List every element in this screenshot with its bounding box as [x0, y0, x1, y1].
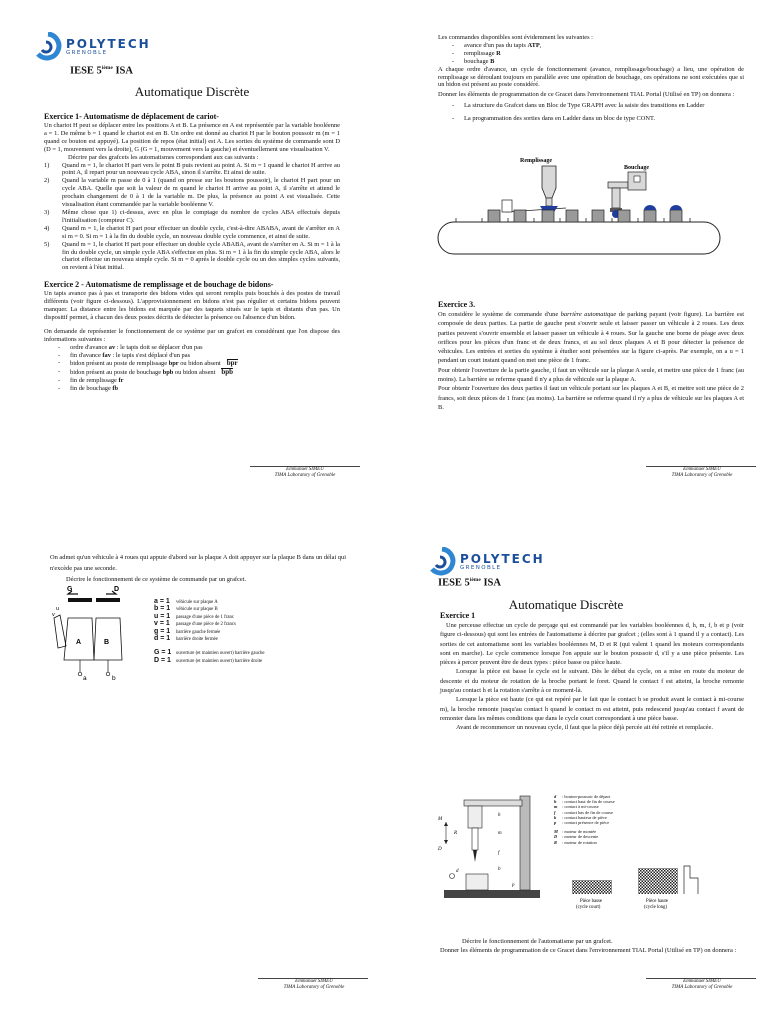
drill-column: [520, 796, 530, 890]
exercise-2-intro: Un tapis avance pas à pas et transporte des bidons vides qui seront remplis puis bouchés à des postes de travail différents (voir figure ci-dessous). L'approvisionnement en bidons n'est pas régulier et certains bidons peuvent manquer. La distance entre les bidons est marquée par des taquets situés sur le tapis et distants d'un pas. Un dispositif permet, à chacun des deux postes décrits de détecter la présence ou l'absence d'un bidon.: [44, 290, 340, 321]
low-piece-label: Pièce basse: [580, 899, 602, 904]
page-2: [384, 0, 768, 512]
header-school: IESE 5ième ISA: [438, 577, 501, 589]
svg-text:b: b: [498, 867, 501, 872]
conveyor-belt: [438, 218, 720, 254]
list-text: Quand la variable m passe de 0 à 1 (quand on presse sur les boutons poussoir), le chariot H part pour un cycle ABA. Quelle que soit la valeur de m quand le chariot H arrive au point A, il s'arrête et attend le prochain changement de 0 à 1 de la variable m. De plus, la présence au point A est visualisée. Cette visualisation étant commandée par la variable booléenne V.: [62, 177, 340, 209]
legend-value: passage d'une pièce de 1 franc: [176, 614, 234, 620]
legend-key: D = 1: [154, 656, 171, 664]
legend-row: [154, 620, 354, 627]
legend-value: barrière droite fermée: [176, 636, 218, 642]
barrier-d-label: D: [114, 586, 120, 593]
list-item: - bouchage B: [438, 58, 744, 66]
list-item: - fin de bouchage fb: [44, 385, 340, 393]
svg-text:u: u: [56, 606, 60, 612]
barrier-figure: [50, 582, 160, 682]
svg-text:h: h: [498, 813, 501, 818]
page-title: Automatique Discrète: [134, 84, 250, 99]
list-item: [44, 241, 340, 273]
legend-row: f : contact bas de fin de course: [554, 809, 613, 815]
exercise-3-title: Exercice 3.: [438, 300, 476, 309]
page-footer: Emmanuel SIMEU TIMA Laboratory of Grenoble: [274, 467, 336, 478]
page-footer: Emmanuel SIMEU TIMA Laboratory of Grenoble: [671, 467, 733, 478]
exercise-3: [438, 300, 744, 412]
page-4: [384, 512, 768, 1024]
list-number: 1): [44, 161, 50, 169]
legend-row: b : contact hauteur de pièce: [554, 814, 607, 820]
list-item: - fin de remplissage fr: [44, 377, 340, 385]
polytech-logo-icon: [428, 547, 456, 577]
svg-text:b: b: [112, 675, 116, 682]
page-2-body: [438, 34, 744, 128]
list-item: - bidon présent au poste de remplissage bpr ou bidon absent bpr: [44, 359, 340, 368]
exercise-3-p3: Pour obtenir l'ouverture des deux parties il faut un véhicule portant sur les plaques A et B, et mettre soit une pièce de 2 francs, soit deux pièces de 1 franc (au moins). La barrière se referme quand il n'y a plus de véhicule sur les plaques A et B.: [438, 385, 744, 411]
polytech-logo-icon: [34, 32, 62, 62]
legend-row: D : moteur de descente: [554, 834, 599, 840]
list-text: Quand m = 1, le chariot H part pour effectuer un double cycle, c'est-à-dire ABABA, avant de s'arrêter en A si m = 0. Si m = 1 à la fin du double cycle, un nouveau double cycle commence, et ainsi de suite.: [62, 224, 340, 240]
svg-text:v: v: [52, 612, 55, 618]
page-3: [0, 512, 384, 1024]
logo-sub-text: GRENOBLE: [66, 49, 108, 56]
low-piece-sub: (cycle court): [576, 905, 601, 910]
list-item: [44, 177, 340, 209]
start-button-icon: [450, 874, 455, 879]
svg-text:D: D: [438, 847, 442, 852]
high-piece-label: Pièce haute: [646, 899, 668, 904]
exercise-1-title: Exercice 1: [440, 611, 476, 620]
high-piece-icon: [638, 868, 678, 894]
exercise-3-p1: On considère le système de commande d'une barrière automatique de parking payant (voir figure). La barrière est composée de deux parties. La partie de gauche peut s'ouvrir seule et laisser passer un véhicule à 2 roues. Les deux parties peuvent s'ouvrir ensemble et laisser passer un véhicule à 4 roues. Sur la gauche une borne de péage avec deux orifices pour les pièces d'un franc et de deux francs, et au sol deux plaques A et B pour détecter la présence de véhicules. Les entrées et sorties du système à étudier sont présentées sur la figure ci-après. Par exemple, on a u = 1 pendant un court instant quand on met une pièce de 1 franc.: [438, 311, 744, 365]
list-item: - La structure du Grafcet dans un Bloc de Type GRAPH avec la saisie des transitions en Ladder: [438, 102, 744, 110]
commands-intro: Les commandes disponibles sont évidemment les suivantes :: [438, 34, 593, 41]
filling-station-icon: [502, 166, 566, 212]
legend-row: p : contact présence de pièce: [554, 819, 610, 825]
barrier-g-label: G: [67, 586, 73, 593]
legend-row: [154, 635, 354, 642]
page-4-tia-paragraph: Donner les éléments de programmation de ce Gracet dans l'environnement TIAL Portal (Utilisé en TP) on donnera :: [440, 947, 737, 955]
svg-text:a: a: [83, 675, 87, 682]
legend-key: d = 1: [154, 634, 171, 642]
list-text: Quand m = 1, le chariot H part pour effectuer un double cycle ABABA, avant de s'arrêter en A. Si m = 1 à la fin du double cycle, un simple cycle ABA s'effectue en plus. Si m = 1 à la fin du simple cycle ABA, alors le chariot effectue un nouveau simple cycle. Si m = 0 après le double cycle ou un des simples cycles suivants, on revient à l'état initial.: [62, 240, 340, 272]
list-number: 4): [44, 224, 50, 232]
list-item: - fin d'avance fav : le tapis s'est déplacé d'un pas: [44, 352, 340, 360]
drill-p3: Lorsque la pièce est haute (ce qui est repéré par le fait que le contact b se produit avant le contact à mi-course m), la broche remonte jusqu'au contact h quand le contact m est atteint, puis redescend jusqu'au contact f avant de remonter dans les mêmes conditions que dans le cycle court correspondant à une pièce basse.: [440, 696, 744, 722]
legend-value: véhicule sur plaque B: [176, 607, 218, 613]
legend-row: R : moteur de rotation: [554, 839, 597, 845]
legend-row: M : moteur de montée: [554, 829, 597, 835]
legend-key: g = 1: [154, 627, 171, 635]
list-number: 5): [44, 240, 50, 248]
page-3-lead: Décrire le fonctionnement de ce système de commande par un grafcet.: [66, 576, 247, 583]
page-1-body: [44, 112, 340, 393]
polytech-logo: [34, 32, 151, 62]
page-4-lead: Décrire le fonctionnement de l'automatisme par un grafcet.: [462, 938, 613, 945]
filling-label: Remplissage: [520, 158, 552, 164]
cycle-paragraph: A chaque ordre d'avance, un cycle de fonctionnement (avance, remplissage/bouchage) a lieu, une opération de remplissage se déroulant toujours en parallèle avec une opération de bouchage, ces opérations ne sont exécutées que si un bidon est présent au poste considéré.: [438, 65, 744, 89]
delay-paragraph: On admet qu'un véhicule à 4 roues qui appuie d'abord sur la plaque A doit appuyer sur la plaque B dans un délai qui n'excède pas une seconde.: [50, 554, 347, 572]
pieces-figure: [568, 858, 708, 914]
drill-bit-icon: [473, 850, 477, 862]
legend-row: [154, 613, 354, 620]
legend-row: m : contact à mi-course: [554, 804, 599, 810]
legend-key: G = 1: [154, 649, 172, 657]
legend-row: [154, 657, 354, 664]
exercise-1-intro: Un chariot H peut se déplacer entre les positions A et B. La présence en A est représentée par la variable booléenne a = 1. De même b = 1 quand le chariot est en B. Un ordre est donné au chariot H par le bouton poussoir m (m = 1 quand ce bouton est appuyé). La position de repos (état initial) est A. Les sorties du système de commande sont D (D = 1, mouvement vers la droite), G (G = 1, mouvement vers la gauche) et éventuellement une visualisation V.: [44, 122, 340, 153]
list-item: [44, 209, 340, 225]
legend-row: h : contact haut de fin de course: [554, 799, 615, 805]
list-item: - remplissage R: [438, 50, 744, 58]
list-item: [44, 162, 340, 178]
legend-value: ouverture (et maintien ouvert) barrière gauche: [176, 651, 265, 657]
legend-key: u = 1: [154, 612, 171, 620]
legend-row: [154, 605, 354, 612]
exercise-2-title: Exercice 2 - Automatisme de remplissage et de bouchage de bidons-: [44, 280, 274, 290]
bottles: [488, 210, 682, 222]
legend-value: passage d'une pièce de 2 francs: [176, 622, 236, 628]
svg-text:d: d: [456, 869, 459, 874]
page-footer: Emmanuel SIMEU TIMA Laboratory of Grenoble: [671, 979, 733, 990]
page-footer: Emmanuel SIMEU TIMA Laboratory of Grenoble: [283, 979, 345, 990]
exercise-3-p2: Pour obtenir l'ouverture de la partie gauche, il faut un véhicule sur la plaque A seule, et mettre une pièce de 1 franc (au moins). La barrière se referme quand il n'y a plus de véhicule sur la plaque A.: [438, 366, 744, 384]
legend-key: a = 1: [154, 598, 170, 605]
workpiece-base: [444, 890, 540, 898]
tia-paragraph: Donner les éléments de programmation de ce Gracet dans l'environnement TIAL Portal (Utilisé en TP) on donnera :: [438, 91, 735, 99]
drill-p4: Avant de recommencer un nouveau cycle, il faut que la pièce déjà percée ait été retirée et remplacée.: [456, 724, 713, 732]
exercise-2-list: [44, 344, 340, 393]
page-3-body: [50, 552, 354, 585]
svg-text:M: M: [438, 817, 443, 822]
exercise-1-title: Exercice 1- Automatisme de déplacement de cariot-: [44, 112, 219, 121]
bottle-caps: [644, 205, 682, 210]
exercise-2-lead: On demande de représenter le fonctionnement de ce système par un grafcet en considérant que l'on dispose des informations suivantes :: [44, 327, 340, 343]
legend-row: [154, 598, 354, 605]
list-text: Quand m = 1, le chariot H part vers le point B puis revient au point A. Si m = 1 quand le chariot H arrive au point A, il repart pour un nouveau cycle ABA, sinon il s'arrête. Et ainsi de suite.: [62, 161, 340, 177]
drill-p2: Lorsque la pièce est basse le cycle est le suivant. Dès le début du cycle, on a mise en route du moteur de descente et du moteur de rotation de la broche portant le foret. Quand le contact f est atteint, la broche remonte jusqu'au contact h et la rotation s'arrête à ce moment-là.: [440, 668, 744, 695]
low-piece-icon: [572, 880, 612, 894]
list-number: 3): [44, 208, 50, 216]
page-title: Automatique Discrète: [508, 597, 624, 612]
exercise-1-list: [44, 162, 340, 273]
svg-text:R: R: [454, 831, 458, 836]
negated-variable: bpr: [226, 359, 238, 368]
logo-main-text: POLYTECH: [66, 36, 151, 51]
drill-figure: [436, 792, 548, 904]
conveyor-figure: [436, 152, 726, 274]
legend-key: v = 1: [154, 620, 170, 628]
high-piece-sub: (cycle long): [644, 905, 668, 910]
legend-key: b = 1: [154, 605, 171, 613]
svg-text:B: B: [104, 639, 110, 646]
list-item: [44, 225, 340, 241]
tia-list: [438, 102, 744, 123]
svg-text:f: f: [498, 851, 500, 856]
list-item: - avance d'un pas du tapis ATP,: [438, 42, 744, 50]
legend-value: véhicule sur plaque A: [176, 600, 218, 605]
page-4-body: [440, 611, 744, 733]
toll-booth-icon: [54, 615, 66, 648]
legend-value: ouverture (et maintien ouvert) barrière droite: [176, 658, 263, 664]
exercise-1-lead: Décrire par des grafcets les automatismes correspondant aux cas suivants :: [68, 153, 259, 161]
legend-row: [154, 649, 354, 656]
commands-list: [438, 42, 744, 66]
list-number: 2): [44, 177, 50, 185]
header-school: IESE 5ième ISA: [70, 65, 133, 77]
list-text: Même chose que 1) ci-dessus, avec en plus le comptage du nombre de cycles ABA effectués depuis l'initialisation (compteur C).: [62, 208, 340, 224]
drill-io-legend: [554, 794, 674, 845]
capping-label: Bouchage: [624, 165, 650, 171]
barrier-io-legend: [154, 598, 354, 664]
drill-p1: Une perceuse effectue un cycle de perçage qui est commandé par les variables booléennes d, h, m, f, b et p (voir figure ci-dessous) qui sont les entrées de l'automatisme à décrire par grafcet ; (elles sont à 1 quand il y a contact). Les sorties de cet automatisme sont les variables booléennes M, D et R (qui valent 1 quand les moteurs correspondants sont en marche). Le cycle commence lorsque l'on appuie sur le bouton poussoir d, s'il y a une pièce présente. Les pièces à percer peuvent être de deux types : pièce basse ou pièce haute.: [440, 622, 744, 667]
negated-variable: bpb: [221, 368, 234, 377]
list-item: - bidon présent au poste de bouchage bpb ou bidon absent bpb: [44, 368, 340, 377]
legend-row: d : bouton-poussoir de départ: [554, 794, 611, 799]
svg-text:m: m: [498, 831, 502, 836]
page-4-tail: [440, 937, 744, 956]
svg-text:p: p: [512, 883, 515, 888]
legend-row: [154, 628, 354, 635]
page-1: [0, 0, 384, 512]
list-item: - La programmation des sorties dans en Ladder dans un bloc de type CONT.: [438, 115, 744, 123]
polytech-logo: POLYTECH GRENOBLE: [428, 547, 545, 577]
legend-value: barrière gauche fermée: [176, 629, 221, 635]
svg-text:A: A: [76, 639, 82, 646]
list-item: - ordre d'avance av : le tapis doit se déplacer d'un pas: [44, 344, 340, 352]
